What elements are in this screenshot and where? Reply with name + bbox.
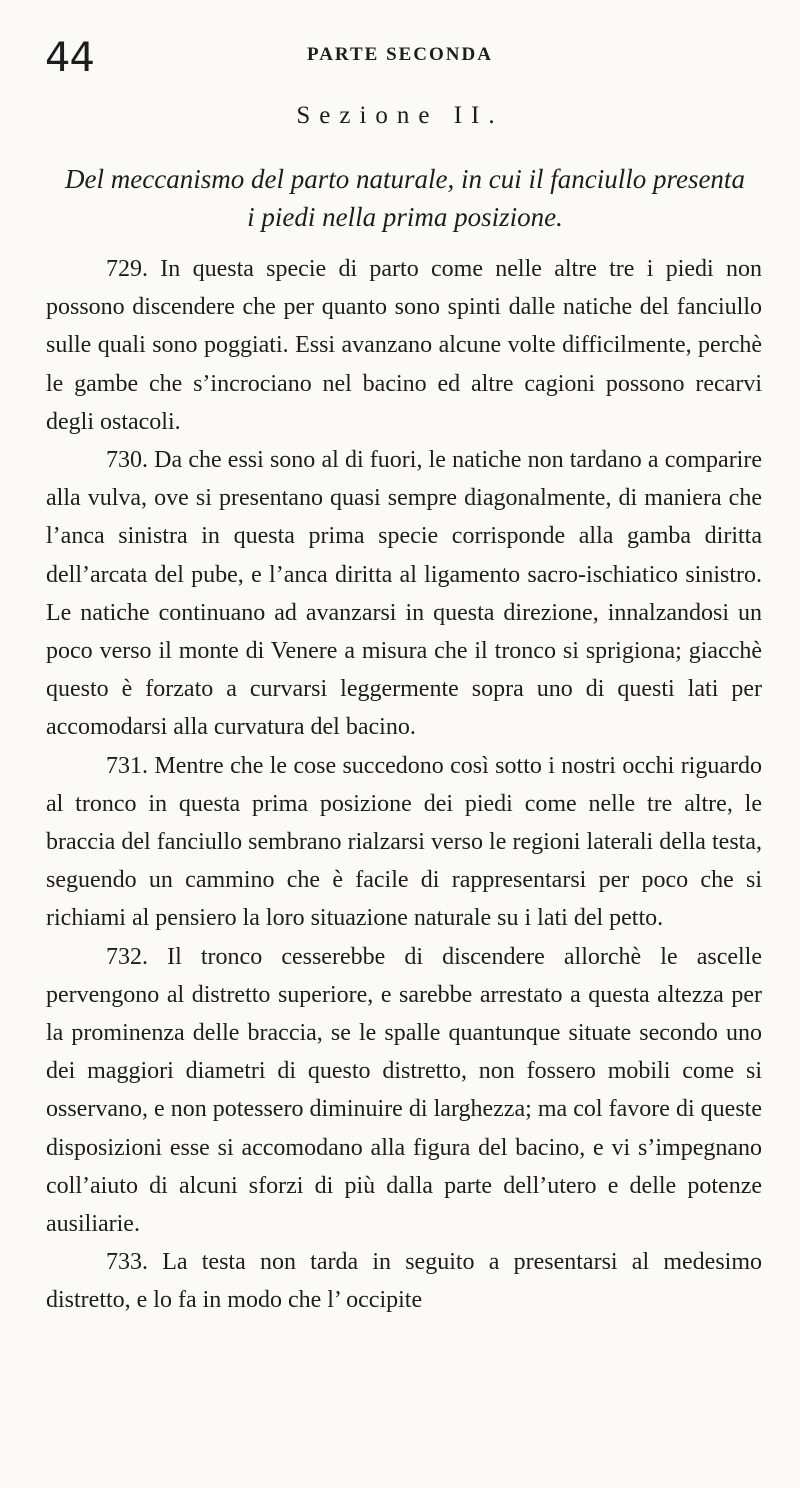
paragraph-729: 729. In questa specie di parto come nelle altre tre i piedi non possono discendere che per quanto sono spinti dalle natiche del fanciullo sulle quali sono poggiati. Essi avanzano alcune volte difficilmente, perchè le gambe che s’incrociano nel bacino ed altre cagioni possono recarvi degli ostacoli.	[46, 256, 762, 435]
running-head: PARTE SECONDA	[307, 44, 493, 65]
paragraph-733: 733. La testa non tarda in seguito a presentarsi al medesimo distretto, e lo fa in modo che l’ occipite	[46, 1249, 762, 1314]
body-text	[46, 250, 762, 1320]
section-subtitle: Del meccanismo del parto naturale, in cui il fanciullo presenta i piedi nella prima posizione.	[65, 164, 745, 232]
paragraph-730: 730. Da che essi sono al di fuori, le natiche non tardano a comparire alla vulva, ove si presentano quasi sempre diagonalmente, di maniera che l’anca sinistra in questa prima specie corrisponde alla gamba diritta dell’arcata del pube, e l’anca diritta al ligamento sacro-ischiatico sinistro. Le natiche continuano ad avanzarsi in questa direzione, innalzandosi un poco verso il monte di Venere a misura che il tronco si sprigiona; giacchè questo è forzato a curvarsi leggermente sopra uno di questi lati per accomodarsi alla curvatura del bacino.	[46, 447, 762, 741]
paragraph-732: 732. Il tronco cesserebbe di discendere allorchè le ascelle pervengono al distretto superiore, e sarebbe arrestato a questa altezza per la prominenza delle braccia, se le spalle quantunque situate secondo uno dei maggiori diametri di questo distretto, non fossero mobili come si osservano, e non potessero diminuire di larghezza; ma col favore di queste disposizioni esse si accomodano alla figura del bacino, e vi s’impegnano coll’aiuto di alcuni sforzi di più dalla parte dell’utero e delle potenze ausiliarie.	[46, 943, 762, 1238]
page-number: 44	[45, 35, 94, 81]
section-heading: Sezione II.	[296, 102, 504, 129]
paragraph-731: 731. Mentre che le cose succedono così sotto i nostri occhi riguardo al tronco in questa prima posizione dei piedi come nelle tre altre, le braccia del fanciullo sembrano rialzarsi verso le regioni laterali della testa, seguendo un cammino che è facile di rappresentarsi per poco che si richiami al pensiero la loro situazione naturale su i lati del petto.	[46, 752, 762, 932]
